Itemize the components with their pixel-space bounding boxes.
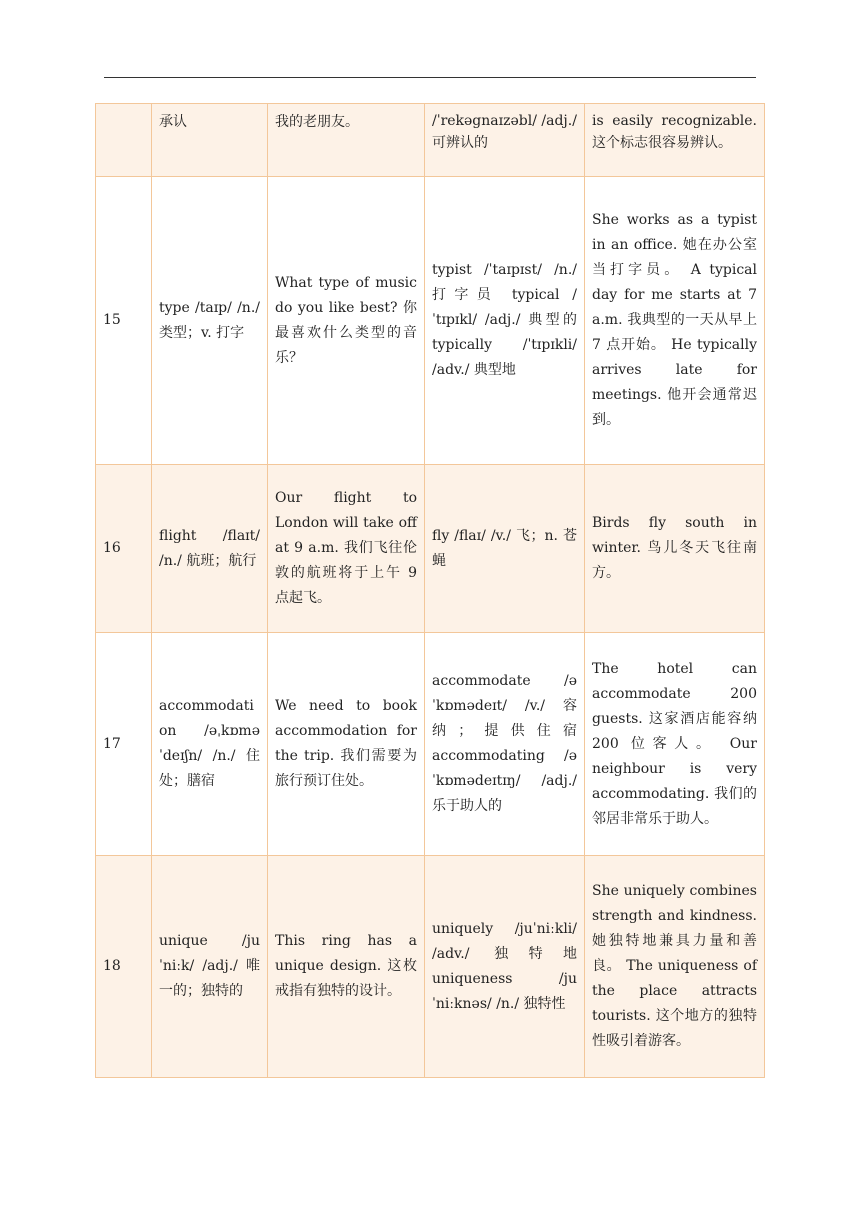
table-row	[96, 104, 765, 177]
sentences-cell: She works as a typist in an office. 她在办公室当打字员。 A typical day for me starts at 7 a.m. 我典型的一天从早上 7 点开始。 He typically arrives late for meetings. 他开会通常迟到。	[585, 177, 765, 465]
vocabulary-table	[95, 103, 765, 1078]
sentences-cell: The hotel can accommodate 200 guests. 这家酒店能容纳 200 位客人。 Our neighbour is very accommodating. 我们的邻居非常乐于助人。	[585, 633, 765, 856]
example-cell: We need to book accommodation for the trip. 我们需要为旅行预订住处。	[268, 633, 425, 856]
derivatives-cell: accommodate /əˈkɒmədeɪt/ /v./ 容纳；提供住宿 accommodating /əˈkɒmədeɪtɪŋ/ /adj./ 乐于助人的	[425, 633, 585, 856]
example-cell: 我的老朋友。	[268, 104, 425, 177]
word-cell: unique /juˈniːk/ /adj./ 唯一的；独特的	[152, 856, 268, 1078]
table-row	[96, 465, 765, 633]
row-number	[96, 104, 152, 177]
sentences-cell: She uniquely combines strength and kindness. 她独特地兼具力量和善良。 The uniqueness of the place attracts tourists. 这个地方的独特性吸引着游客。	[585, 856, 765, 1078]
sentences-cell: Birds fly south in winter. 鸟儿冬天飞往南方。	[585, 465, 765, 633]
example-cell: This ring has a unique design. 这枚戒指有独特的设计。	[268, 856, 425, 1078]
row-number: 15	[96, 177, 152, 465]
table-row	[96, 177, 765, 465]
table-row	[96, 856, 765, 1078]
header-rule	[104, 77, 756, 78]
row-number: 18	[96, 856, 152, 1078]
row-number: 16	[96, 465, 152, 633]
derivatives-cell: typist /ˈtaɪpɪst/ /n./ 打字员 typical /ˈtɪpɪkl/ /adj./ 典型的 typically /ˈtɪpɪkli/ /adv./ 典型地	[425, 177, 585, 465]
word-cell: flight /flaɪt/ /n./ 航班；航行	[152, 465, 268, 633]
word-cell: accommodation /əˌkɒməˈdeɪʃn/ /n./ 住处；膳宿	[152, 633, 268, 856]
sentences-cell: is easily recognizable. 这个标志很容易辨认。	[585, 104, 765, 177]
example-cell: Our flight to London will take off at 9 a.m. 我们飞往伦敦的航班将于上午 9 点起飞。	[268, 465, 425, 633]
derivatives-cell: uniquely /juˈniːkli/ /adv./ 独特地 uniqueness /juˈniːknəs/ /n./ 独特性	[425, 856, 585, 1078]
derivatives-cell: /ˈrekəgnaɪzəbl/ /adj./ 可辨认的	[425, 104, 585, 177]
table-row	[96, 633, 765, 856]
example-cell: What type of music do you like best? 你最喜欢什么类型的音乐？	[268, 177, 425, 465]
word-cell: type /taɪp/ /n./ 类型；v. 打字	[152, 177, 268, 465]
row-number: 17	[96, 633, 152, 856]
word-cell: 承认	[152, 104, 268, 177]
derivatives-cell: fly /flaɪ/ /v./ 飞；n. 苍蝇	[425, 465, 585, 633]
